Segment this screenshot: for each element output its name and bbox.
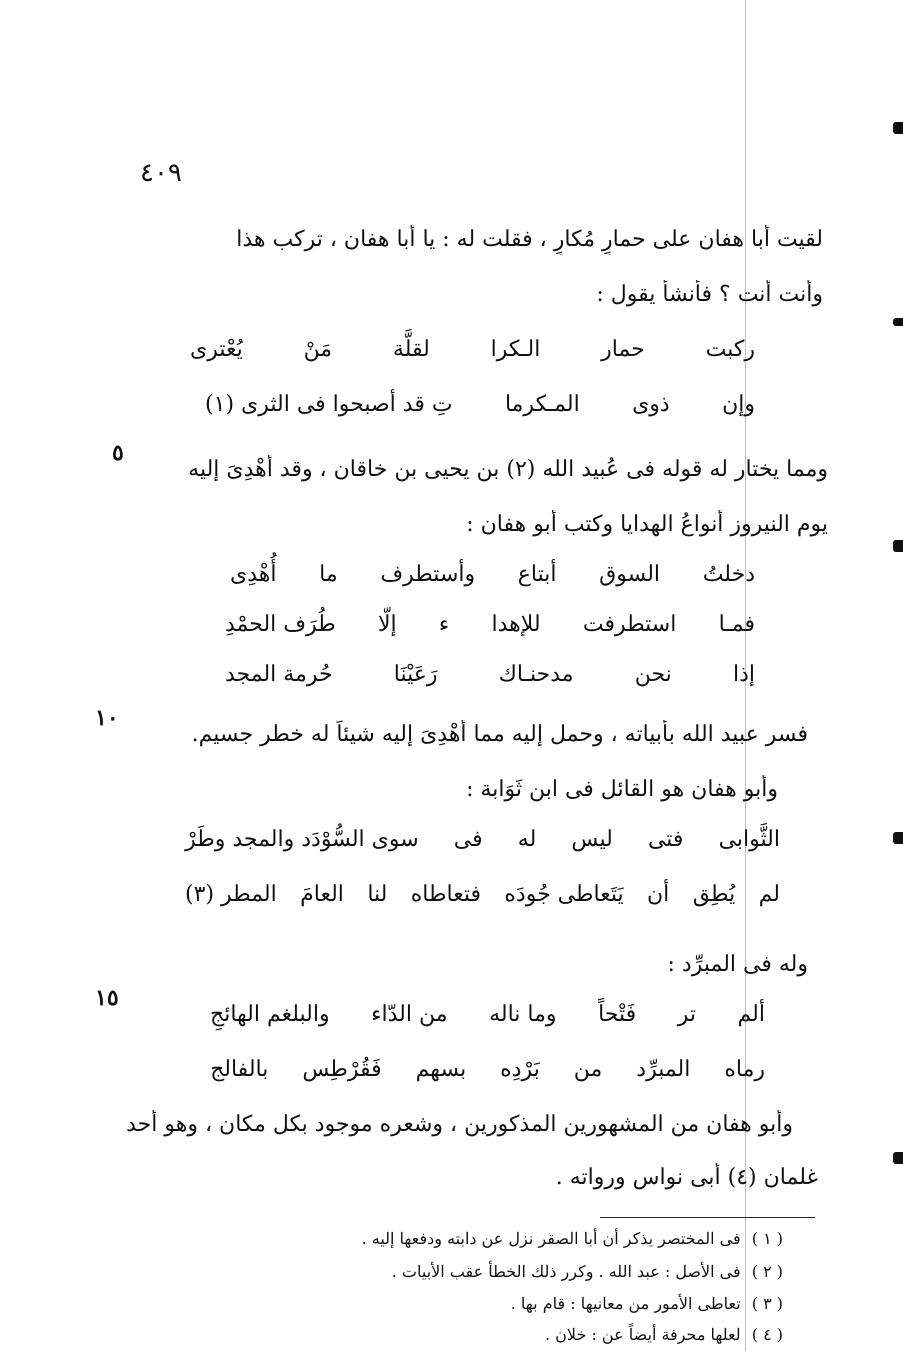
verse-word: مدحنـاك xyxy=(498,662,574,687)
verse-word: أُهْدِى xyxy=(230,562,277,587)
verse-word: ليس xyxy=(571,827,613,852)
verse-line-7 xyxy=(185,880,780,910)
prose-line: وأنت أنت ؟ فأنشأ يقول : xyxy=(596,282,823,307)
prose-line: وأبو هفان من المشهورين المذكورين ، وشعره موجود بكل مكان ، وهو أحد xyxy=(126,1112,793,1137)
edge-mark xyxy=(893,318,903,326)
footnote-number: ( ١ ) xyxy=(751,1229,783,1248)
line-number: ١٠ xyxy=(95,705,119,731)
verse-word: الثَّوابى xyxy=(718,827,780,852)
verse-line-1 xyxy=(190,335,755,365)
verse-word: ركبت xyxy=(705,337,755,362)
verse-word: مَنْ xyxy=(303,337,333,362)
verse-word: ء xyxy=(438,612,450,637)
footnote-number: ( ٣ ) xyxy=(751,1294,783,1313)
verse-line-8 xyxy=(210,1000,765,1030)
verse-word: فمـا xyxy=(718,612,755,637)
verse-word: فَقُرْطِس xyxy=(302,1057,382,1082)
verse-word: المطر (٣) xyxy=(185,882,277,907)
footnote xyxy=(83,1228,783,1250)
verse-word: فَتْحاً xyxy=(598,1002,637,1027)
verse-word: فتى xyxy=(647,827,684,852)
verse-word: ما xyxy=(319,562,338,587)
verse-word: من xyxy=(573,1057,603,1082)
verse-word: أبتاع xyxy=(517,562,557,587)
prose-line: وله فى المبرِّد : xyxy=(667,952,808,977)
verse-word: المـكرما xyxy=(504,392,580,417)
footnote-text: فى الأصل : عبد الله . وكرر ذلك الخطأ عقب الأبيات . xyxy=(391,1262,741,1281)
verse-word: بالفالج xyxy=(210,1057,269,1082)
verse-word: نحن xyxy=(634,662,672,687)
footnote-number: ( ٢ ) xyxy=(751,1262,783,1281)
verse-line-4 xyxy=(225,610,755,640)
edge-mark xyxy=(893,832,903,844)
prose-line: وأبو هفان هو القائل فى ابن ثَوَابة : xyxy=(466,777,778,802)
verse-word: له xyxy=(517,827,537,852)
verse-word: أن xyxy=(647,882,670,907)
verse-word: الـكرا xyxy=(490,337,541,362)
verse-word: رماه xyxy=(724,1057,765,1082)
verse-word: بسهم xyxy=(415,1057,467,1082)
verse-word: وما ناله xyxy=(489,1002,557,1027)
verse-line-3 xyxy=(230,560,755,590)
verse-word: يَتَعاطى جُودَه xyxy=(504,882,624,907)
verse-word: تر xyxy=(677,1002,696,1027)
prose-line: يوم النيروز أنواعُ الهدايا وكتب أبو هفان : xyxy=(466,512,828,537)
verse-word: إذا xyxy=(732,662,755,687)
edge-mark xyxy=(893,1152,903,1164)
footnote-text: فى المختصر يذكر أن أبا الصقر نزل عن دابته ودفعها إليه . xyxy=(361,1229,741,1248)
verse-word: وإن xyxy=(722,392,755,417)
verse-word: يُطِق xyxy=(692,882,736,907)
prose-line: غلمان (٤) أبى نواس ورواته . xyxy=(555,1165,818,1190)
verse-word: فتعاطاه xyxy=(410,882,481,907)
verse-word: العامَ xyxy=(300,882,344,907)
verse-word: رَعَيْنَا xyxy=(393,662,438,687)
verse-line-2 xyxy=(205,390,755,420)
line-number: ١٥ xyxy=(95,985,119,1011)
footnote xyxy=(83,1293,783,1315)
verse-word: لنا xyxy=(367,882,388,907)
verse-word: تِ قد أصبحوا فى الثرى (١) xyxy=(205,392,453,417)
line-number: ٥ xyxy=(112,440,124,466)
verse-word: طُرَف الحمْدِ xyxy=(225,612,336,637)
page-number: ٤٠٩ xyxy=(140,158,182,188)
verse-word: من الدّاء xyxy=(371,1002,448,1027)
verse-word: فى xyxy=(453,827,483,852)
verse-word: دخلتُ xyxy=(702,562,755,587)
verse-word: إلّا xyxy=(377,612,397,637)
prose-line: ومما يختار له قوله فى عُبيد الله (٢) بن يحيى بن خاقان ، وقد أُهْدِىَ إليه xyxy=(188,457,828,482)
footnote xyxy=(83,1261,783,1283)
footnote-rule xyxy=(600,1217,815,1218)
footnote-text: لعلها محرفة أيضاً عن : خلان . xyxy=(545,1325,741,1344)
verse-word: حمار xyxy=(601,337,645,362)
verse-word: يُعْترى xyxy=(190,337,243,362)
verse-word: للإهدا xyxy=(491,612,541,637)
verse-line-5 xyxy=(225,660,755,690)
edge-mark xyxy=(893,540,903,552)
verse-word: استطرفت xyxy=(582,612,677,637)
footnote xyxy=(83,1324,783,1346)
verse-word: السوق xyxy=(599,562,661,587)
prose-line: لقيت أبا هفان على حمارٍ مُكارٍ ، فقلت له : يا أبا هفان ، تركب هذا xyxy=(236,227,823,252)
verse-word: وأستطرف xyxy=(380,562,476,587)
edge-mark xyxy=(893,122,903,134)
verse-word: بَرْدِه xyxy=(500,1057,540,1082)
verse-word: حُرمة المجد xyxy=(225,662,333,687)
verse-word: لقلَّة xyxy=(392,337,430,362)
verse-line-9 xyxy=(210,1055,765,1085)
prose-line: فسر عبيد الله بأبياته ، وحمل إليه مما أُهْدِىَ إليه شيئاً له خطر جسيم. xyxy=(191,722,808,747)
footnote-text: تعاطى الأمور من معانيها : قام بها . xyxy=(510,1294,741,1313)
verse-word: والبلغم الهائجِ xyxy=(210,1002,330,1027)
verse-word: سوى السُّوْدَد والمجد وطَرْ xyxy=(185,827,419,852)
verse-line-6 xyxy=(185,825,780,855)
verse-word: لم xyxy=(758,882,780,907)
verse-word: ألم xyxy=(737,1002,765,1027)
footnote-number: ( ٤ ) xyxy=(751,1325,783,1344)
verse-word: ذوى xyxy=(632,392,670,417)
verse-word: المبرِّد xyxy=(636,1057,691,1082)
